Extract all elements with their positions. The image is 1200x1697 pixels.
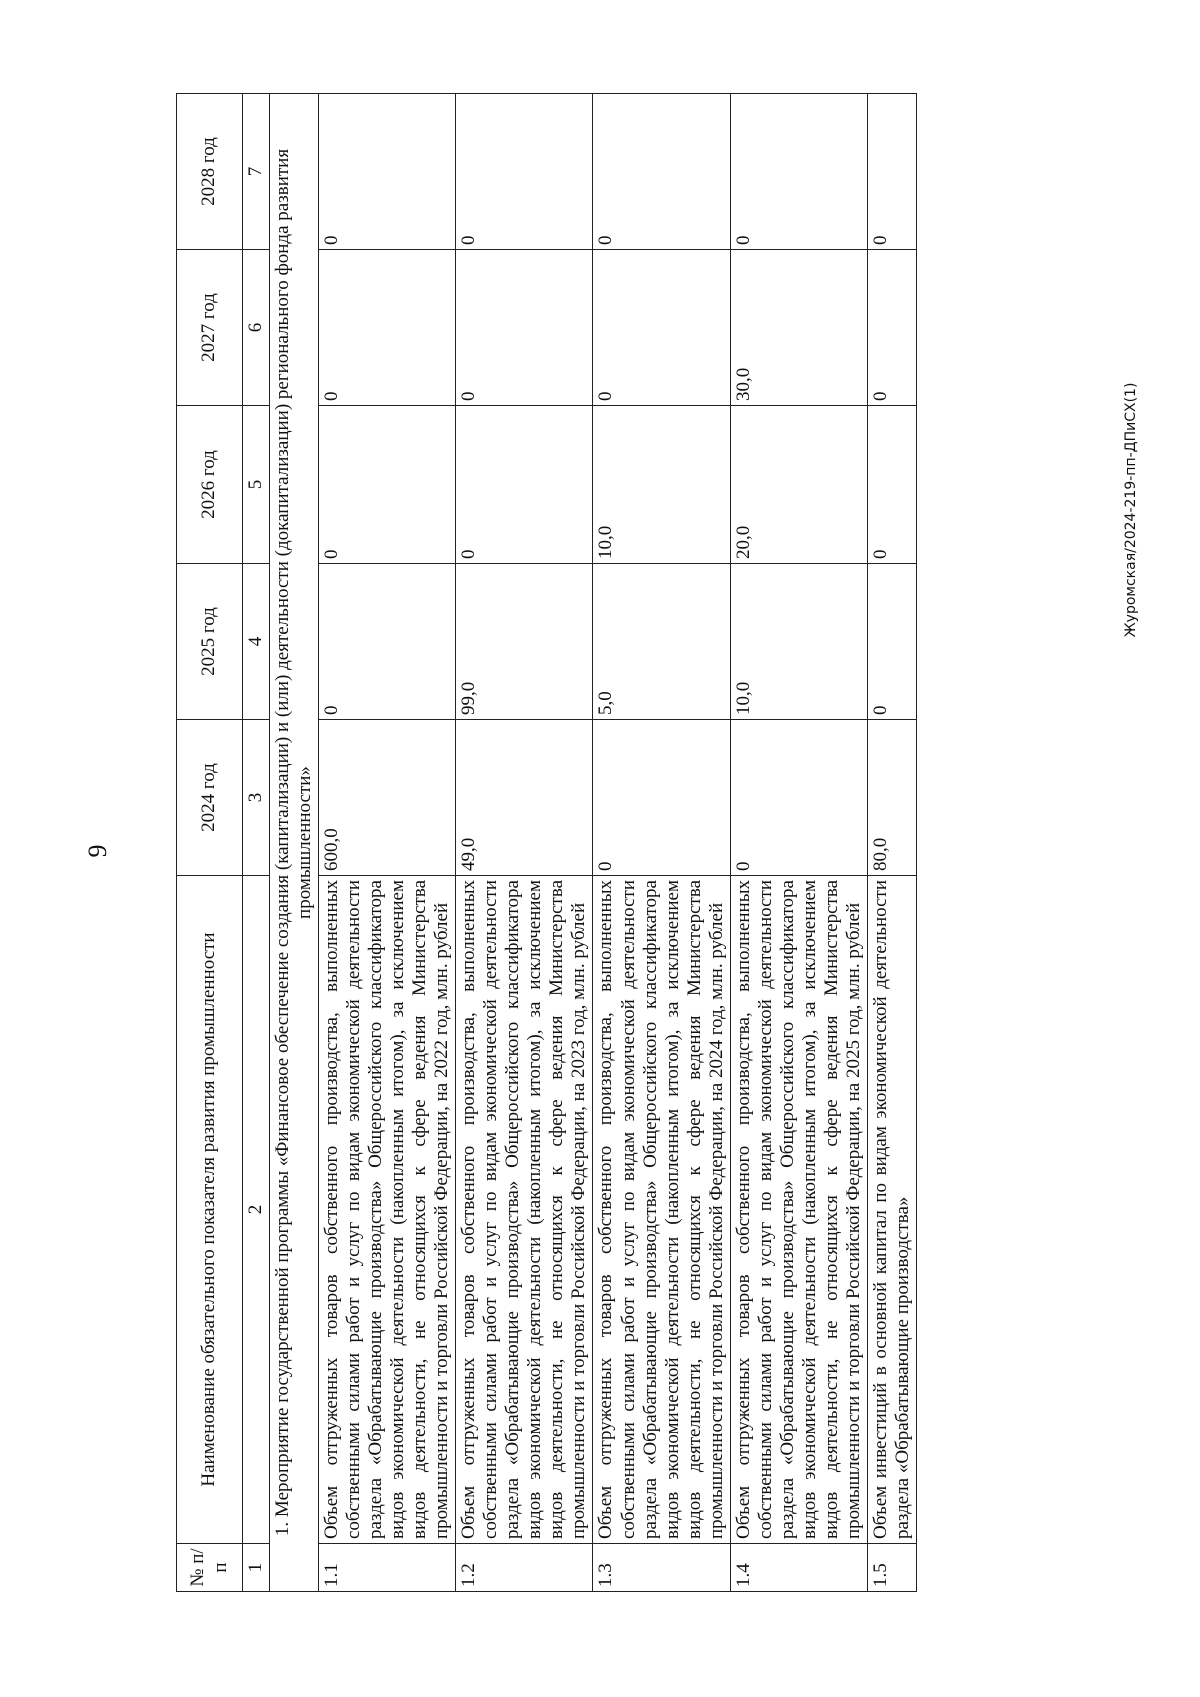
row-value-2025: 10,0 <box>730 564 867 720</box>
column-index-cell: 4 <box>243 564 270 720</box>
table-row <box>593 94 730 1592</box>
column-index-cell: 5 <box>243 406 270 564</box>
row-value-2026: 10,0 <box>593 406 730 564</box>
row-value-2027: 0 <box>319 250 456 406</box>
row-value-2025: 99,0 <box>456 564 593 720</box>
header-year-2027: 2027 год <box>177 250 243 406</box>
document-code-text: Журомская/2024-219-пп-ДПиСХ(1) <box>1123 382 1139 638</box>
indicators-table <box>176 93 917 1592</box>
document-code <box>1116 100 1146 920</box>
row-value-2026: 0 <box>867 406 916 564</box>
header-year-2024: 2024 год <box>177 720 243 876</box>
row-value-2027: 0 <box>593 250 730 406</box>
row-value-2028: 0 <box>456 94 593 250</box>
row-value-2025: 5,0 <box>593 564 730 720</box>
row-value-2024: 600,0 <box>319 720 456 876</box>
header-year-2025: 2025 год <box>177 564 243 720</box>
row-value-2024: 80,0 <box>867 720 916 876</box>
row-indicator-name: Объем отгруженных товаров собственного производства, выполненных собственными силами работ и услуг по видам экономической деятельности раздела «Обрабатывающие производства» Общероссийского классификатора видов экономической деятельности (накопленным итогом), за исключением видов деятельности, не относящихся к сфере ведения Министерства промышленности и торговли Российской Федерации, на 2025 год, млн. рублей <box>730 876 867 1544</box>
column-index-cell: 6 <box>243 250 270 406</box>
column-index-cell: 2 <box>243 876 270 1544</box>
column-index-cell: 1 <box>243 1544 270 1592</box>
row-value-2027: 30,0 <box>730 250 867 406</box>
row-number: 1.4 <box>730 1544 867 1592</box>
row-indicator-name: Объем отгруженных товаров собственного производства, выполненных собственными силами работ и услуг по видам экономической деятельности раздела «Обрабатывающие производства» Общероссийского классификатора видов экономической деятельности (накопленным итогом), за исключением видов деятельности, не относящихся к сфере ведения Министерства промышленности и торговли Российской Федерации, на 2024 год, млн. рублей <box>593 876 730 1544</box>
column-index-cell: 7 <box>243 94 270 250</box>
row-number: 1.2 <box>456 1544 593 1592</box>
header-year-2026: 2026 год <box>177 406 243 564</box>
row-value-2025: 0 <box>867 564 916 720</box>
row-value-2027: 0 <box>867 250 916 406</box>
header-year-2028: 2028 год <box>177 94 243 250</box>
row-number: 1.5 <box>867 1544 916 1592</box>
row-value-2024: 0 <box>730 720 867 876</box>
row-value-2026: 0 <box>319 406 456 564</box>
section-row <box>270 94 319 1592</box>
row-number: 1.1 <box>319 1544 456 1592</box>
row-indicator-name: Объем отгруженных товаров собственного производства, выполненных собственными силами работ и услуг по видам экономической деятельности раздела «Обрабатывающие производства» Общероссийского классификатора видов экономической деятельности (накопленным итогом), за исключением видов деятельности, не относящихся к сфере ведения Министерства промышленности и торговли Российской Федерации, на 2022 год, млн. рублей <box>319 876 456 1544</box>
row-value-2026: 20,0 <box>730 406 867 564</box>
row-value-2025: 0 <box>319 564 456 720</box>
row-indicator-name: Объем отгруженных товаров собственного производства, выполненных собственными силами работ и услуг по видам экономической деятельности раздела «Обрабатывающие производства» Общероссийского классификатора видов экономической деятельности (накопленным итогом), за исключением видов деятельности, не относящихся к сфере ведения Министерства промышленности и торговли Российской Федерации, на 2023 год, млн. рублей <box>456 876 593 1544</box>
table-row <box>730 94 867 1592</box>
header-row <box>177 94 243 1592</box>
rotated-table-container <box>176 94 1020 1592</box>
table-row <box>867 94 916 1592</box>
row-indicator-name: Объем инвестиций в основной капитал по видам экономической деятельности раздела «Обрабатывающие производства» <box>867 876 916 1544</box>
section-title: 1. Мероприятие государственной программы «Финансовое обеспечение создания (капитализации) и (или) деятельности (докапитализации) регионального фонда развития промышленности» <box>270 94 319 1592</box>
row-value-2026: 0 <box>456 406 593 564</box>
row-value-2028: 0 <box>867 94 916 250</box>
row-value-2024: 49,0 <box>456 720 593 876</box>
header-name: Наименование обязательного показателя развития промышленности <box>177 876 243 1544</box>
column-index-row <box>243 94 270 1592</box>
row-number: 1.3 <box>593 1544 730 1592</box>
column-index-cell: 3 <box>243 720 270 876</box>
row-value-2028: 0 <box>593 94 730 250</box>
row-value-2027: 0 <box>456 250 593 406</box>
row-value-2028: 0 <box>730 94 867 250</box>
table-row <box>456 94 593 1592</box>
row-value-2028: 0 <box>319 94 456 250</box>
header-num: № п/п <box>177 1544 243 1592</box>
table-row <box>319 94 456 1592</box>
row-value-2024: 0 <box>593 720 730 876</box>
page-number: 9 <box>83 844 112 858</box>
